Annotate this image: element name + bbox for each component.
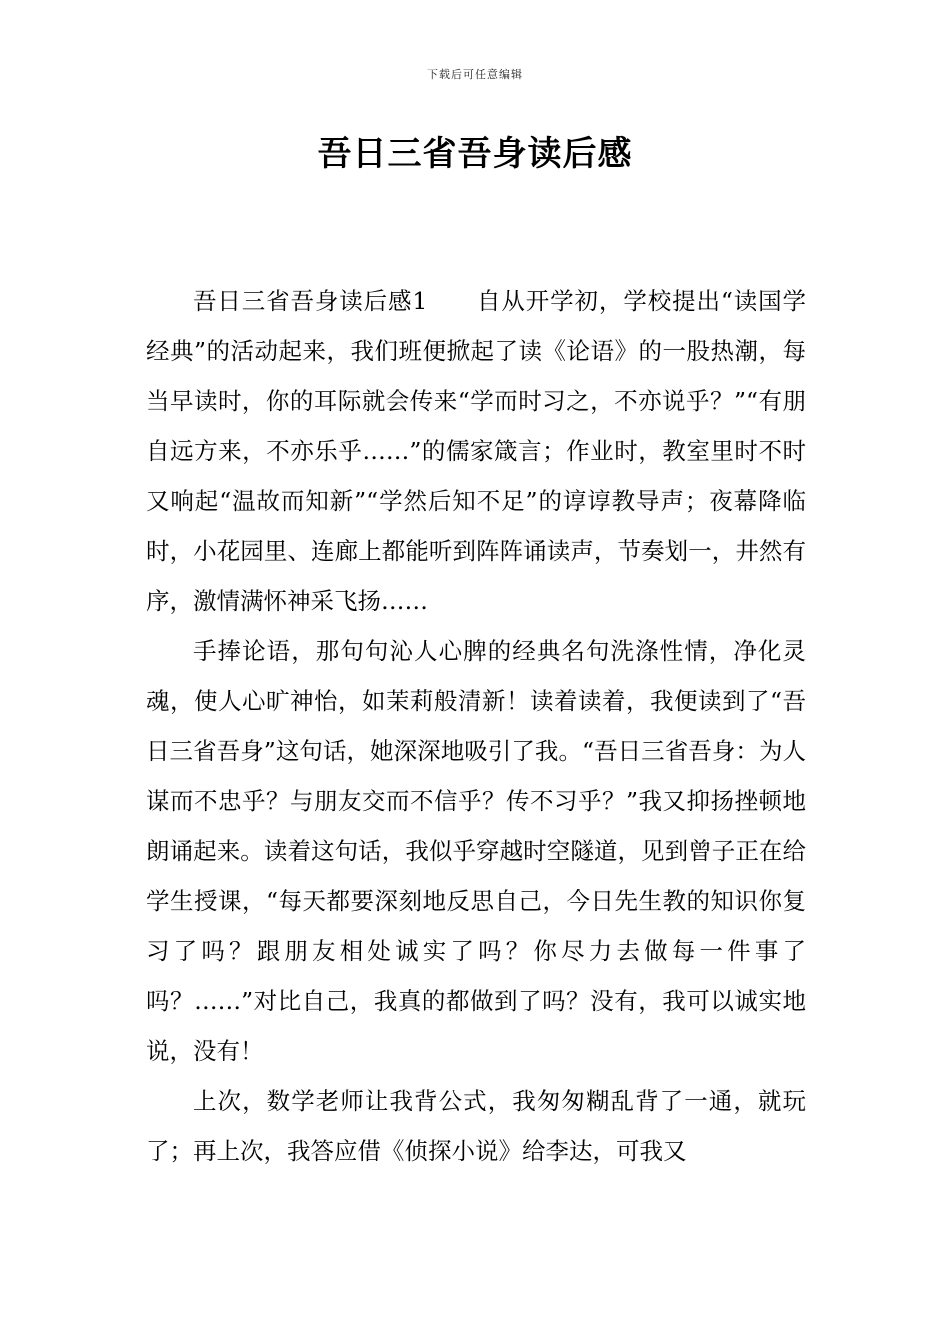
paragraph-3: 上次，数学老师让我背公式，我匆匆糊乱背了一通，就玩了；再上次，我答应借《侦探小说》给李达，可我又 [146,1087,806,1165]
paragraph-2: 手捧论语，那句句沁人心脾的经典名句洗涤性情，净化灵魂，使人心旷神怡，如茉莉般清新！读着读着，我便读到了“吾日三省吾身”这句话，她深深地吸引了我。“吾日三省吾身：为人谋而不忠乎？与朋友交而不信乎？传不习乎？”我又抑扬挫顿地朗诵起来。读着这句话，我似乎穿越时空隧道，见到曾子正在给学生授课，“每天都要深刻地反思自己，今日先生教的知识你复习了吗？跟朋友相处诚实了吗？你尽力去做每一件事了吗？……”对比自己，我真的都做到了吗？没有，我可以诚实地说，没有！ [146,637,806,1065]
document-title: 吾日三省吾身读后感 [317,134,633,174]
header-note: 下载后可任意编辑 [427,68,523,81]
paragraph-1: 吾日三省吾身读后感1 自从开学初，学校提出“读国学经典”的活动起来，我们班便掀起了读《论语》的一股热潮，每当早读时，你的耳际就会传来“学而时习之，不亦说乎？”“有朋自远方来，不亦乐乎……”的儒家箴言；作业时，教室里时不时又响起“温故而知新”“学然后知不足”的谆谆教导声；夜幕降临时，小花园里、连廊上都能听到阵阵诵读声，节奏划一，井然有序，激情满怀神采飞扬…… [146,287,806,615]
document-body [146,276,806,1176]
